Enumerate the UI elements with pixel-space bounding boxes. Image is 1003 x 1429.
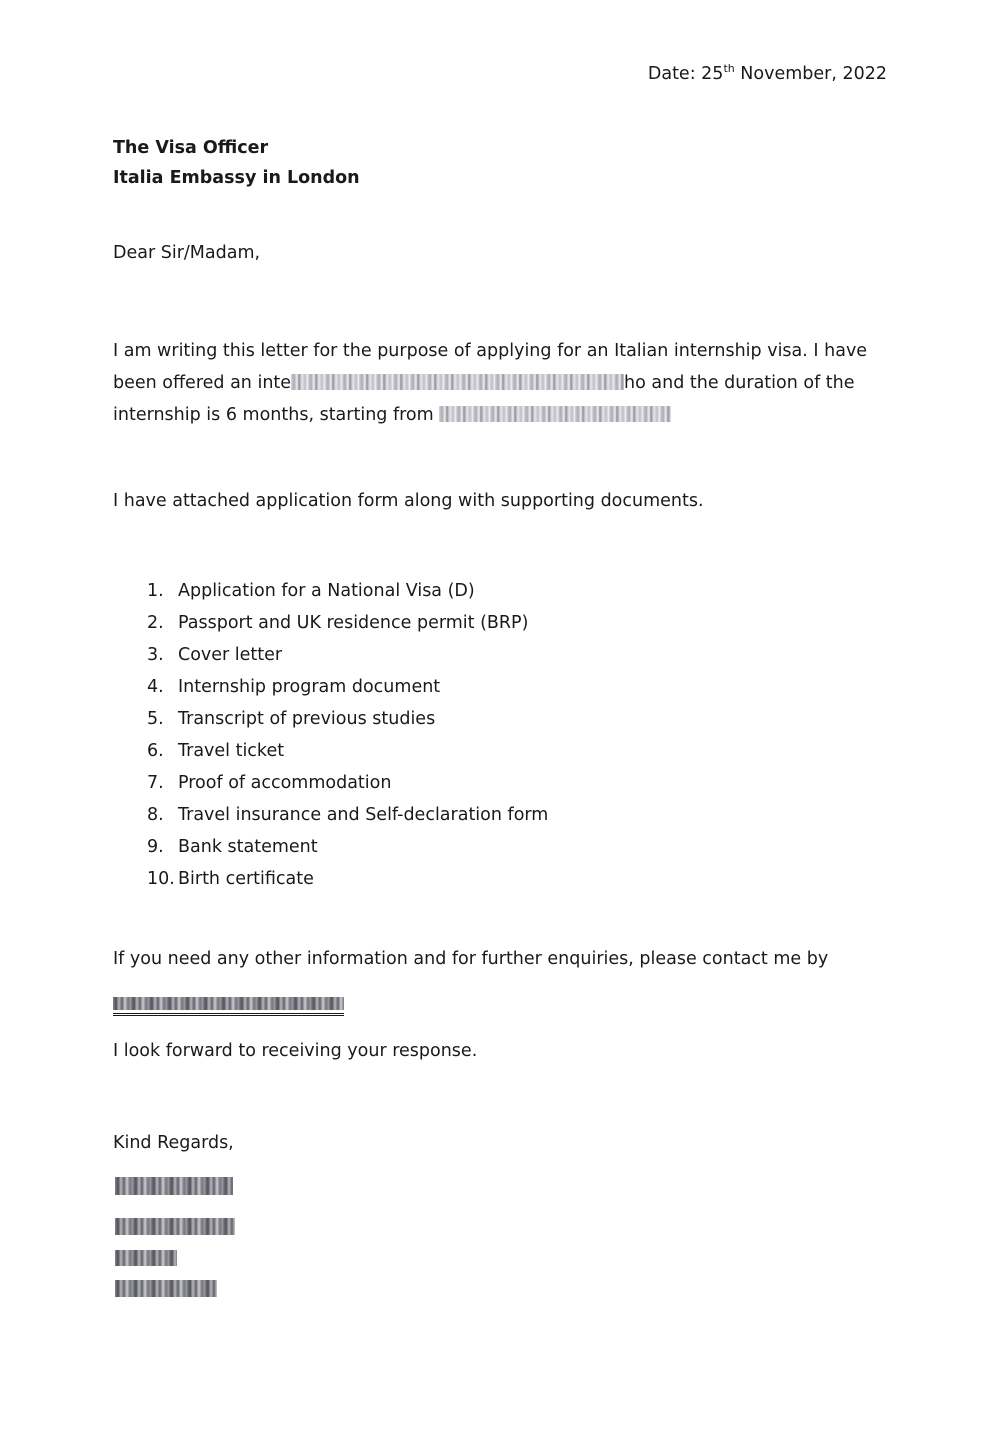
list-item-label: Internship program document [178, 677, 441, 697]
list-item [147, 583, 548, 615]
list-item [147, 807, 548, 839]
list-item-label: Application for a National Visa (D) [178, 581, 475, 601]
list-item-number: 5. [147, 709, 164, 729]
letter-date [647, 62, 887, 84]
redacted-sender-address-line2 [115, 1280, 217, 1297]
redacted-signature-name [115, 1177, 233, 1195]
list-item-label: Transcript of previous studies [178, 709, 436, 729]
recipient-organization: Italia Embassy in London [113, 168, 360, 188]
list-item [147, 839, 548, 871]
list-item-number: 9. [147, 837, 164, 857]
list-item-label: Birth certificate [178, 869, 314, 889]
redacted-internship-details [291, 374, 624, 390]
list-item-label: Cover letter [178, 645, 283, 665]
list-item [147, 647, 548, 679]
list-item-label: Travel ticket [178, 741, 285, 761]
documents-list [147, 583, 548, 903]
list-item [147, 743, 548, 775]
list-item-number: 3. [147, 645, 164, 665]
intro-text-part1: I am writing this letter for the purpose of applying for an Italian internship visa. I have been offered an inte [113, 341, 868, 393]
list-item [147, 615, 548, 647]
list-item [147, 871, 548, 903]
redacted-sender-address-line1 [115, 1250, 177, 1266]
list-item [147, 711, 548, 743]
list-item-number: 10. [147, 869, 175, 889]
list-item-number: 6. [147, 741, 164, 761]
attached-note: I have attached application form along with supporting documents. [113, 491, 704, 511]
list-item [147, 775, 548, 807]
date-prefix: Date: 25 [647, 64, 724, 84]
redacted-sender-name [115, 1218, 235, 1235]
intro-text-part2: ho and the duration of the internship is 6 months, starting from [113, 373, 855, 425]
contact-line: If you need any other information and for further enquiries, please contact me by [113, 949, 829, 969]
list-item-number: 8. [147, 805, 164, 825]
redacted-start-date [439, 406, 671, 422]
list-item-label: Bank statement [178, 837, 318, 857]
list-item-number: 2. [147, 613, 164, 633]
date-rest: November, 2022 [734, 64, 887, 84]
recipient-title: The Visa Officer [113, 138, 269, 158]
list-item-label: Proof of accommodation [178, 773, 392, 793]
list-item-number: 4. [147, 677, 164, 697]
salutation: Dear Sir/Madam, [113, 243, 261, 263]
redacted-email-text [113, 997, 344, 1010]
redacted-email-link[interactable] [113, 996, 344, 1016]
list-item-number: 7. [147, 773, 164, 793]
list-item-number: 1. [147, 581, 164, 601]
list-item-label: Passport and UK residence permit (BRP) [178, 613, 529, 633]
signoff: Kind Regards, [113, 1133, 234, 1153]
intro-paragraph [113, 335, 893, 431]
list-item-label: Travel insurance and Self-declaration form [178, 805, 549, 825]
list-item [147, 679, 548, 711]
date-ordinal-suffix: th [723, 62, 735, 75]
closing-line: I look forward to receiving your response. [113, 1041, 478, 1061]
